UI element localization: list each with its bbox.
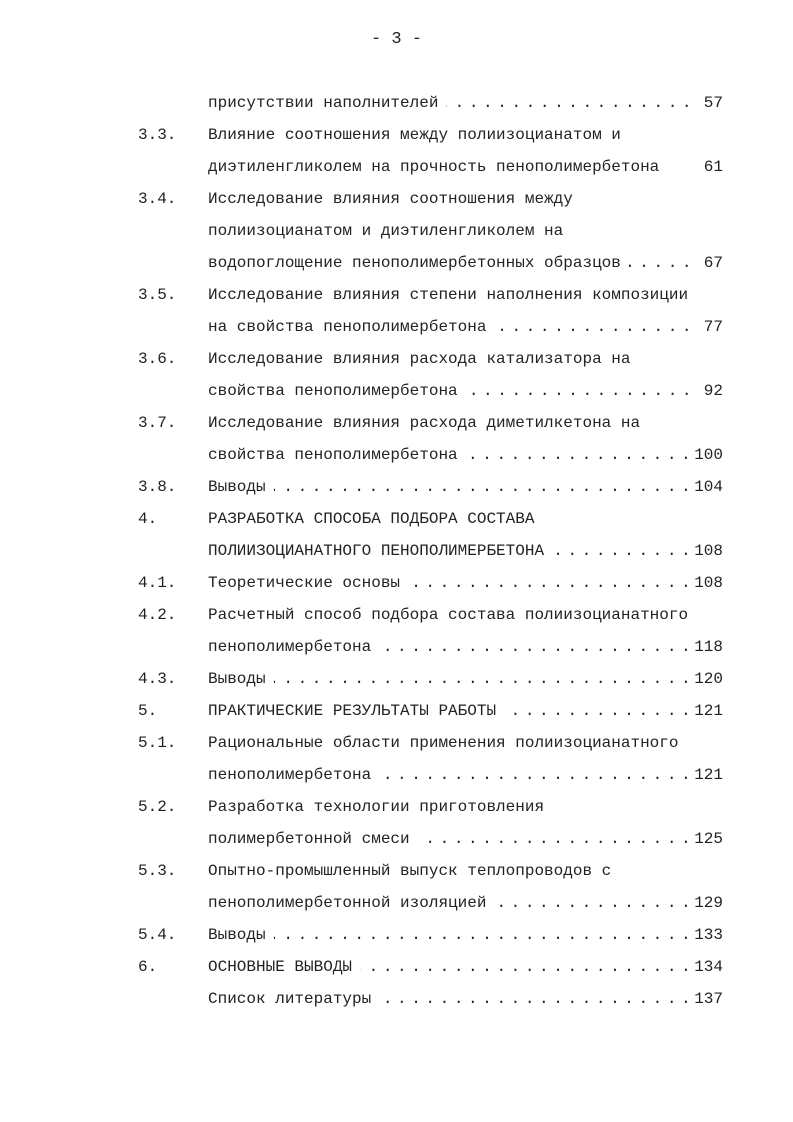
section-number: 3.5. <box>138 286 177 304</box>
section-number: 3.8. <box>138 478 177 496</box>
toc-entry <box>138 119 723 151</box>
section-number <box>138 823 208 855</box>
section-title: Выводы <box>208 926 266 944</box>
page-ref: 121 <box>694 702 723 720</box>
section-title: пенополимербетонной изоляцией <box>208 894 487 912</box>
section-title: ПОЛИИЗОЦИАНАТНОГО ПЕНОПОЛИМЕРБЕТОНА <box>208 542 545 560</box>
page-ref: 61 <box>703 158 723 176</box>
section-number: 4.1. <box>138 574 177 592</box>
page-ref <box>695 791 723 823</box>
section-title: свойства пенополимербетона <box>208 382 458 400</box>
section-number: 3.7. <box>138 414 177 432</box>
dot-leader <box>571 215 689 247</box>
section-number <box>138 375 208 407</box>
section-title: Список литературы <box>208 990 372 1008</box>
section-number: 3.6. <box>138 350 177 368</box>
section-title: свойства пенополимербетона <box>208 446 458 464</box>
dot-leader <box>379 631 688 663</box>
page-ref: 104 <box>694 478 723 496</box>
section-title: Расчетный способ подбора состава полиизоцианатного <box>208 606 689 624</box>
section-number: 3.3. <box>138 126 177 144</box>
dot-leader <box>274 919 689 951</box>
dot-leader <box>494 887 688 919</box>
dot-leader <box>274 471 689 503</box>
section-title: Исследование влияния соотношения между <box>208 190 573 208</box>
section-number <box>138 631 208 663</box>
page-ref: 133 <box>694 926 723 944</box>
dot-leader <box>360 951 688 983</box>
section-number: 5.2. <box>138 798 177 816</box>
toc-entry <box>138 439 723 471</box>
section-title: пенополимербетона <box>208 638 372 656</box>
toc-entry <box>138 503 723 535</box>
toc-entry <box>138 471 723 503</box>
dot-leader <box>274 663 689 695</box>
section-title: Исследование влияния степени наполнения композиции <box>208 286 689 304</box>
section-title: Теоретические основы <box>208 574 401 592</box>
page-ref: 77 <box>703 318 723 336</box>
section-number: 6. <box>138 958 158 976</box>
toc-entry <box>138 759 723 791</box>
dot-leader <box>638 343 689 375</box>
dot-leader <box>466 375 689 407</box>
toc-entry <box>138 919 723 951</box>
page-ref <box>702 279 730 311</box>
section-title: РАЗРАБОТКА СПОСОБА ПОДБОРА СОСТАВА <box>208 510 535 528</box>
section-title: пенополимербетона <box>208 766 372 784</box>
section-title: Исследование влияния расхода диметилкетона на <box>208 414 641 432</box>
section-number <box>138 151 208 183</box>
dot-leader <box>379 759 688 791</box>
dot-leader <box>619 855 689 887</box>
section-title: присутствии наполнителей <box>208 94 439 112</box>
toc-entry <box>138 887 723 919</box>
page-ref <box>695 407 723 439</box>
dot-leader <box>667 151 689 183</box>
toc-entry <box>138 343 723 375</box>
section-title: водопоглощение пенополимербетонных образцов <box>208 254 621 272</box>
section-title: Выводы <box>208 478 266 496</box>
page-ref: 120 <box>694 670 723 688</box>
page-ref: 108 <box>694 574 723 592</box>
page-ref: 118 <box>694 638 723 656</box>
toc-entry <box>138 247 723 279</box>
page-ref: 125 <box>694 830 723 848</box>
section-title: Разработка технологии приготовления <box>208 798 545 816</box>
section-number <box>138 535 208 567</box>
toc-entry <box>138 151 723 183</box>
page-ref <box>695 215 723 247</box>
toc-entry <box>138 983 723 1015</box>
toc-entry <box>138 407 723 439</box>
toc-entry <box>138 951 723 983</box>
section-title: Исследование влияния расхода катализатора на <box>208 350 631 368</box>
page-ref: 108 <box>694 542 723 560</box>
toc-entry <box>138 567 723 599</box>
dot-leader <box>408 567 688 599</box>
section-title: Опытно-промышленный выпуск теплопроводов с <box>208 862 612 880</box>
toc-entry <box>138 855 723 887</box>
dot-leader <box>446 87 689 119</box>
section-number <box>138 311 208 343</box>
section-number: 4.3. <box>138 670 177 688</box>
dot-leader <box>504 695 688 727</box>
page-ref: 121 <box>694 766 723 784</box>
section-number: 3.4. <box>138 190 177 208</box>
section-number: 4. <box>138 510 158 528</box>
section-number <box>138 983 208 1015</box>
dot-leader <box>629 247 689 279</box>
section-number: 5.1. <box>138 734 177 752</box>
page-ref: 57 <box>703 94 723 112</box>
toc-entry <box>138 183 723 215</box>
toc-entry <box>138 695 723 727</box>
page-ref: 129 <box>694 894 723 912</box>
dot-leader <box>466 439 689 471</box>
page-ref: 134 <box>694 958 723 976</box>
toc-entry <box>138 663 723 695</box>
dot-leader <box>686 727 689 759</box>
toc-entry <box>138 631 723 663</box>
page-ref <box>702 599 730 631</box>
dot-leader <box>542 503 689 535</box>
toc-entry <box>138 279 723 311</box>
page-ref: 92 <box>703 382 723 400</box>
toc-entry <box>138 535 723 567</box>
section-number: 4.2. <box>138 606 177 624</box>
section-title: Выводы <box>208 670 266 688</box>
section-title: Рациональные области применения полиизоцианатного <box>208 734 679 752</box>
toc-entry <box>138 87 723 119</box>
page-ref <box>695 855 723 887</box>
toc-entry <box>138 375 723 407</box>
section-title: ОСНОВНЫЕ ВЫВОДЫ <box>208 958 353 976</box>
dot-leader <box>379 983 688 1015</box>
toc-entry <box>138 823 723 855</box>
page-number: - 3 - <box>370 30 422 49</box>
toc-entry <box>138 599 723 631</box>
page-ref: 137 <box>694 990 723 1008</box>
dot-leader <box>552 535 688 567</box>
page-ref <box>695 343 723 375</box>
section-title: полиизоцианатом и диэтиленгликолем на <box>208 222 564 240</box>
page-ref <box>695 503 723 535</box>
dot-leader <box>648 407 689 439</box>
toc-entry <box>138 215 723 247</box>
dot-leader <box>494 311 689 343</box>
section-number: 5.3. <box>138 862 177 880</box>
page-ref <box>695 119 723 151</box>
section-title: полимербетонной смеси <box>208 830 410 848</box>
section-number <box>138 759 208 791</box>
page-ref <box>695 727 723 759</box>
section-number <box>138 87 208 119</box>
dot-leader <box>629 119 689 151</box>
section-title: ПРАКТИЧЕСКИЕ РЕЗУЛЬТАТЫ РАБОТЫ <box>208 702 497 720</box>
dot-leader <box>552 791 689 823</box>
page-ref: 67 <box>703 254 723 272</box>
toc-entry <box>138 791 723 823</box>
section-title: диэтиленгликолем на прочность пенополимербетона <box>208 158 660 176</box>
section-number <box>138 215 208 247</box>
section-title: на свойства пенополимербетона <box>208 318 487 336</box>
table-of-contents <box>138 87 723 1015</box>
toc-entry <box>138 727 723 759</box>
section-title: Влияние соотношения между полиизоцианатом и <box>208 126 621 144</box>
section-number: 5. <box>138 702 158 720</box>
toc-entry <box>138 311 723 343</box>
section-number <box>138 247 208 279</box>
dot-leader <box>418 823 689 855</box>
page-ref <box>695 183 723 215</box>
page-ref: 100 <box>694 446 723 464</box>
section-number: 5.4. <box>138 926 177 944</box>
section-number <box>138 439 208 471</box>
section-number <box>138 887 208 919</box>
dot-leader <box>581 183 689 215</box>
